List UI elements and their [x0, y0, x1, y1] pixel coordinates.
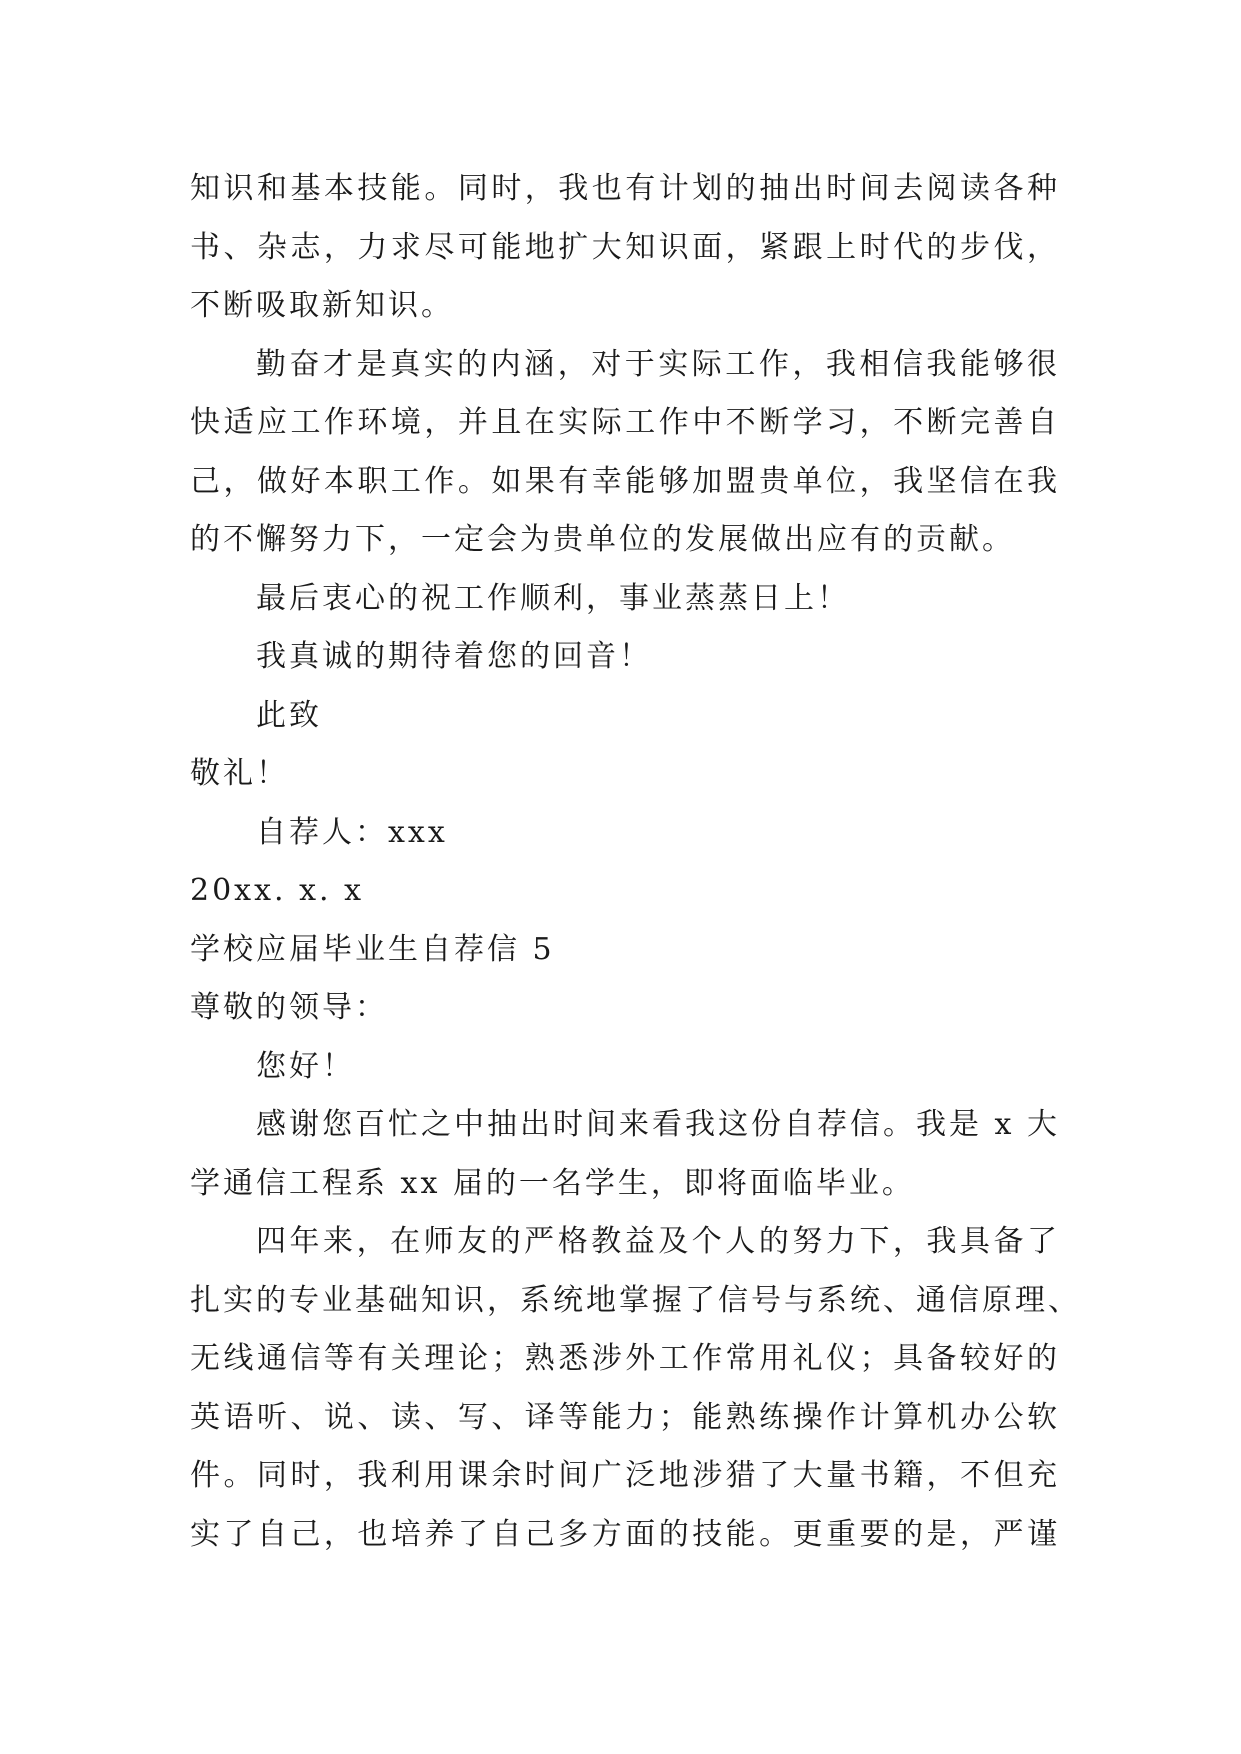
text-line: 最后衷心的祝工作顺利，事业蒸蒸日上！ [256, 580, 850, 616]
text-line: 书、杂志，力求尽可能地扩大知识面，紧跟上时代的步伐， [190, 229, 1060, 265]
text-line: 勤奋才是真实的内涵，对于实际工作，我相信我能够很 [256, 346, 1060, 382]
date-line: 20xx. x. x [190, 873, 364, 908]
text-line: 英语听、说、读、写、译等能力；能熟练操作计算机办公软 [190, 1399, 1060, 1435]
signature-line: 自荐人：xxx [256, 814, 448, 850]
text-line: 件。同时，我利用课余时间广泛地涉猎了大量书籍，不但充 [190, 1458, 1060, 1493]
text-line: 实了自己，也培养了自己多方面的技能。更重要的是，严谨 [190, 1516, 1060, 1552]
greeting: 您好！ [256, 1048, 355, 1084]
text-line: 敬礼！ [190, 756, 289, 791]
text-line: 感谢您百忙之中抽出时间来看我这份自荐信。我是 x 大 [256, 1107, 1060, 1142]
section-title: 学校应届毕业生自荐信 5 [190, 931, 555, 967]
text-line: 的不懈努力下，一定会为贵单位的发展做出应有的贡献。 [190, 522, 1015, 557]
text-line: 知识和基本技能。同时，我也有计划的抽出时间去阅读各种 [190, 171, 1060, 206]
salutation: 尊敬的领导： [190, 990, 388, 1025]
text-line: 我真诚的期待着您的回音！ [256, 639, 652, 674]
text-line: 此致 [256, 697, 322, 733]
text-line: 学通信工程系 xx 届的一名学生，即将面临毕业。 [190, 1165, 915, 1201]
text-line: 四年来，在师友的严格教益及个人的努力下，我具备了 [256, 1224, 1060, 1259]
text-line: 扎实的专业基础知识，系统地掌握了信号与系统、通信原理、 [190, 1282, 1081, 1318]
text-line: 无线通信等有关理论；熟悉涉外工作常用礼仪；具备较好的 [190, 1341, 1060, 1376]
document-page [190, 160, 1081, 1564]
text-line: 己，做好本职工作。如果有幸能够加盟贵单位，我坚信在我 [190, 463, 1060, 499]
text-line: 快适应工作环境，并且在实际工作中不断学习，不断完善自 [190, 405, 1060, 440]
text-line: 不断吸取新知识。 [190, 288, 454, 323]
